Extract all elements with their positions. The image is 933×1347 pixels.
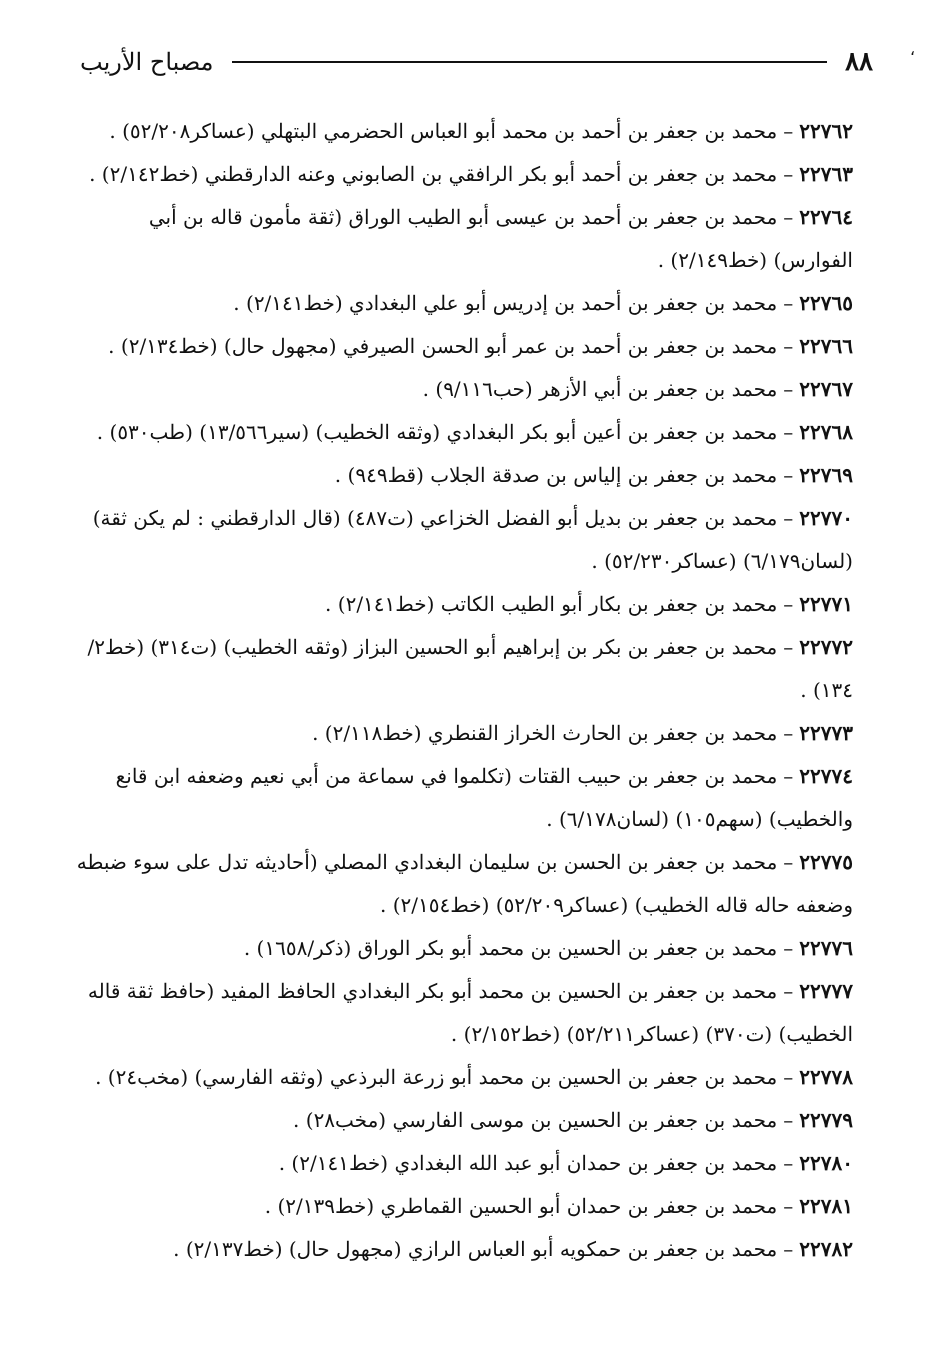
- entry: [70, 1056, 853, 1099]
- entry-separator: –: [783, 1151, 794, 1175]
- entry: [70, 927, 853, 970]
- entry-text: محمد بن جعفر بن أحمد بن محمد أبو العباس الحضرمي البتهلي (عساكر٥٢/٢٠٨) .: [109, 119, 778, 143]
- running-title: مصباح الأريب: [80, 48, 214, 76]
- entry-text: محمد بن جعفر بن حمدان أبو عبد الله البغدادي (خط٢/١٤١) .: [278, 1151, 778, 1175]
- page-header: [80, 42, 873, 82]
- entry: [70, 368, 853, 411]
- entry-separator: –: [783, 850, 794, 874]
- entry-number: ٢٢٧٦٥: [799, 291, 853, 315]
- entry-text: محمد بن جعفر بن الحارث الخراز القنطري (خط٢/١١٨) .: [312, 721, 778, 745]
- entry-separator: –: [783, 635, 794, 659]
- entry: [70, 841, 853, 927]
- entry-number: ٢٢٧٦٦: [799, 334, 853, 358]
- entry-separator: –: [783, 334, 794, 358]
- entry: [70, 497, 853, 583]
- entry-separator: –: [783, 291, 794, 315]
- entry: [70, 196, 853, 282]
- entry-number: ٢٢٧٦٣: [799, 162, 853, 186]
- entry-number: ٢٢٧٦٢: [799, 119, 853, 143]
- entry-text: محمد بن جعفر بن الحسين بن محمد أبو زرعة البرذعي (وثقه الفارسي) (مخب٢٤) .: [95, 1065, 778, 1089]
- entry-number: ٢٢٧٦٩: [799, 463, 853, 487]
- entry-number: ٢٢٧٨١: [799, 1194, 853, 1218]
- entry-separator: –: [783, 1237, 794, 1261]
- entry-number: ٢٢٧٨٢: [799, 1237, 853, 1261]
- entry-separator: –: [783, 463, 794, 487]
- entry-separator: –: [783, 162, 794, 186]
- entry: [70, 970, 853, 1056]
- entry: [70, 583, 853, 626]
- entry-number: ٢٢٧٧٠: [799, 506, 853, 530]
- header-rule: [232, 61, 828, 63]
- entry-list: [70, 110, 853, 1271]
- entry-number: ٢٢٧٦٧: [799, 377, 853, 401]
- entry-text: محمد بن جعفر بن الحسين بن محمد أبو بكر البغدادي الحافظ المفيد (حافظ ثقة قاله الخطيب) (ت٣٧٠) (عساكر٥٢/٢١١) (خط٢/١٥٢) .: [87, 979, 853, 1046]
- entry-number: ٢٢٧٧٧: [799, 979, 853, 1003]
- entry-separator: –: [783, 1108, 794, 1132]
- entry-number: ٢٢٧٨٠: [799, 1151, 853, 1175]
- entry-text: محمد بن جعفر بن بديل أبو الفضل الخزاعي (ت٤٨٧) (قال الدارقطني : لم يكن ثقة) (لسان٦/١٧٩) (عساكر٥٢/٢٣٠) .: [92, 506, 853, 573]
- entry-number: ٢٢٧٧٦: [799, 936, 853, 960]
- entry-number: ٢٢٧٧١: [799, 592, 853, 616]
- entry-number: ٢٢٧٧٤: [799, 764, 853, 788]
- corner-mark: ،: [909, 40, 915, 59]
- entry-separator: –: [783, 1065, 794, 1089]
- entry-separator: –: [783, 377, 794, 401]
- entry: [70, 110, 853, 153]
- entry-separator: –: [783, 119, 794, 143]
- entry: [70, 1185, 853, 1228]
- entry: [70, 1142, 853, 1185]
- entry-separator: –: [783, 205, 794, 229]
- entry-separator: –: [783, 506, 794, 530]
- entry-text: محمد بن جعفر بن إلياس بن صدقة الجلاب (قط٩٤٩) .: [334, 463, 778, 487]
- page-number: ٨٨: [845, 47, 873, 77]
- entry: [70, 282, 853, 325]
- entry-text: محمد بن جعفر بن الحسن بن سليمان البغدادي المصلي (أحاديثه تدل على سوء ضبطه وضعفه حاله قاله الخطيب) (عساكر٥٢/٢٠٩) (خط٢/١٥٤) .: [76, 850, 853, 917]
- entry: [70, 454, 853, 497]
- entry: [70, 712, 853, 755]
- entry-text: محمد بن جعفر بن حمكويه أبو العباس الرازي (مجهول حال) (خط٢/١٣٧) .: [173, 1237, 778, 1261]
- entry: [70, 153, 853, 196]
- entry-text: محمد بن جعفر بن بكار أبو الطيب الكاتب (خط٢/١٤١) .: [325, 592, 778, 616]
- entry: [70, 755, 853, 841]
- entry-text: محمد بن جعفر بن أعين أبو بكر البغدادي (وثقه الخطيب) (سير١٣/٥٦٦) (طب٥٣٠) .: [96, 420, 778, 444]
- entry-text: محمد بن جعفر بن أحمد بن عمر أبو الحسن الصيرفي (مجهول حال) (خط٢/١٣٤) .: [108, 334, 778, 358]
- entry-number: ٢٢٧٦٤: [799, 205, 853, 229]
- entry-text: محمد بن جعفر بن أحمد أبو بكر الرافقي بن الصابوني وعنه الدارقطني (خط٢/١٤٢) .: [89, 162, 778, 186]
- entry-text: محمد بن جعفر بن حبيب القتات (تكلموا في سماعة من أبي نعيم وضعفه ابن قانع والخطيب) (سهم١٠٥) (لسان٦/١٧٨) .: [115, 764, 853, 831]
- entry-separator: –: [783, 936, 794, 960]
- entry: [70, 411, 853, 454]
- entry-text: محمد بن جعفر بن أحمد بن إدريس أبو علي البغدادي (خط٢/١٤١) .: [233, 291, 778, 315]
- entry-separator: –: [783, 764, 794, 788]
- entry-separator: –: [783, 979, 794, 1003]
- entry-number: ٢٢٧٧٩: [799, 1108, 853, 1132]
- entry-number: ٢٢٧٧٣: [799, 721, 853, 745]
- entry-text: محمد بن جعفر بن بكر بن إبراهيم أبو الحسين البزاز (وثقه الخطيب) (ت٣١٤) (خط٢/ ١٣٤) .: [87, 635, 853, 702]
- entry-text: محمد بن جعفر بن حمدان أبو الحسين القماطري (خط٢/١٣٩) .: [264, 1194, 778, 1218]
- entry-text: محمد بن جعفر بن الحسين بن محمد أبو بكر الوراق (ذكر/١٦٥٨) .: [243, 936, 778, 960]
- entry-number: ٢٢٧٦٨: [799, 420, 853, 444]
- entry: [70, 1099, 853, 1142]
- entry: [70, 1228, 853, 1271]
- entry-text: محمد بن جعفر بن الحسين بن موسى الفارسي (مخب٢٨) .: [293, 1108, 778, 1132]
- entry-number: ٢٢٧٧٢: [799, 635, 853, 659]
- entry-text: محمد بن جعفر بن أبي الأزهر (حب٩/١١٦) .: [422, 377, 778, 401]
- entry-separator: –: [783, 1194, 794, 1218]
- entry-separator: –: [783, 420, 794, 444]
- entry-number: ٢٢٧٧٨: [799, 1065, 853, 1089]
- entry: [70, 325, 853, 368]
- entry-separator: –: [783, 721, 794, 745]
- entry-number: ٢٢٧٧٥: [799, 850, 853, 874]
- entry-text: محمد بن جعفر بن أحمد بن عيسى أبو الطيب الوراق (ثقة مأمون قاله بن أبي الفوارس) (خط٢/١٤٩) .: [148, 205, 853, 272]
- entry-separator: –: [783, 592, 794, 616]
- entry: [70, 626, 853, 712]
